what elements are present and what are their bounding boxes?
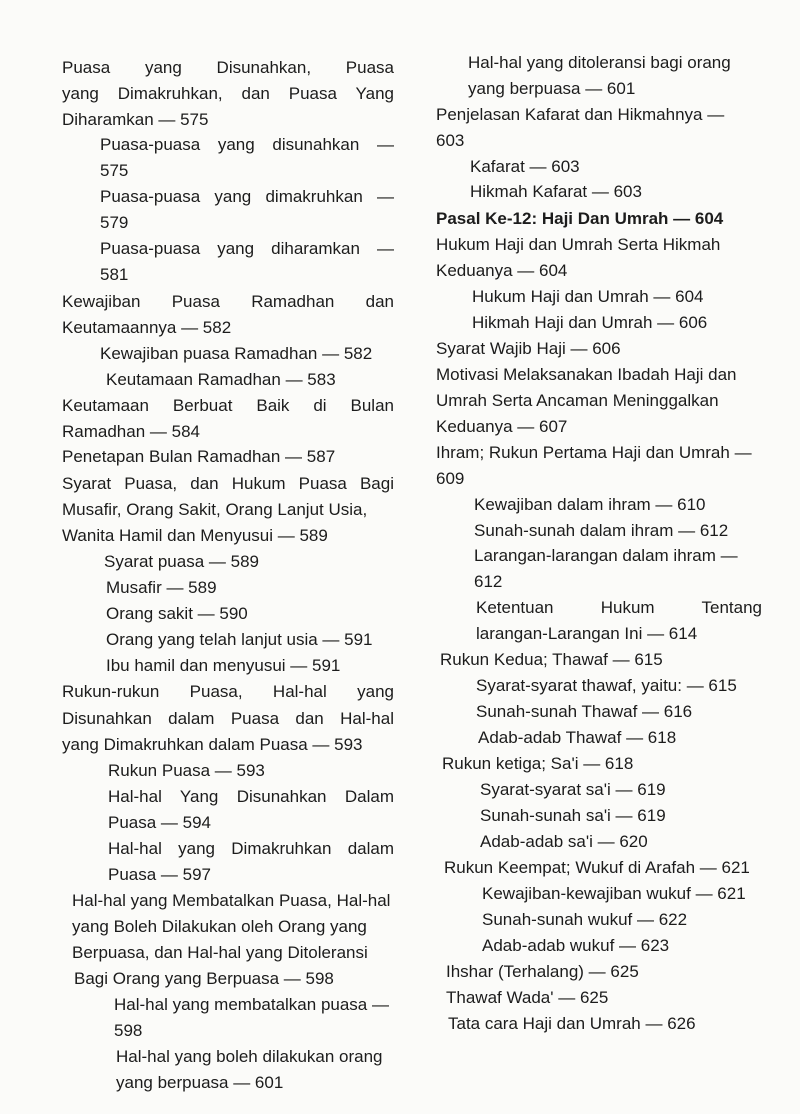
toc-entry: Hal-hal Yang Disunahkan Dalam bbox=[108, 787, 394, 806]
toc-entry: 579 bbox=[100, 213, 129, 232]
toc-entry: Sunah-sunah dalam ihram — 612 bbox=[474, 521, 729, 540]
toc-entry: Thawaf Wada' — 625 bbox=[446, 988, 609, 1007]
toc-entry: Hukum Haji dan Umrah — 604 bbox=[472, 287, 704, 306]
toc-entry: Puasa — 594 bbox=[108, 813, 212, 832]
toc-entry: Umrah Serta Ancaman Meninggalkan bbox=[436, 391, 719, 410]
toc-entry: Larangan-larangan dalam ihram — bbox=[474, 546, 738, 565]
toc-entry: Rukun-rukun Puasa, Hal-hal yang bbox=[62, 682, 394, 701]
toc-entry: Syarat-syarat sa'i — 619 bbox=[480, 780, 666, 799]
toc-entry: Hal-hal yang Dimakruhkan dalam bbox=[108, 839, 394, 858]
toc-entry: Bagi Orang yang Berpuasa — 598 bbox=[74, 969, 334, 988]
toc-entry: Ihram; Rukun Pertama Haji dan Umrah — bbox=[436, 443, 752, 462]
toc-entry: Ketentuan Hukum Tentang bbox=[476, 598, 762, 617]
toc-entry: Hal-hal yang ditoleransi bagi orang bbox=[468, 53, 731, 72]
toc-entry: Kafarat — 603 bbox=[470, 157, 580, 176]
toc-entry: Keduanya — 604 bbox=[436, 261, 568, 280]
toc-entry: Puasa-puasa yang dimakruhkan — bbox=[100, 187, 394, 206]
toc-entry: yang Dimakruhkan dalam Puasa — 593 bbox=[62, 735, 363, 754]
toc-entry: Sunah-sunah wukuf — 622 bbox=[482, 910, 688, 929]
toc-entry: Rukun Keempat; Wukuf di Arafah — 621 bbox=[444, 858, 750, 877]
toc-entry: Berpuasa, dan Hal-hal yang Ditoleransi bbox=[72, 943, 368, 962]
toc-entry: Puasa-puasa yang diharamkan — bbox=[100, 239, 394, 258]
toc-entry: Rukun Kedua; Thawaf — 615 bbox=[440, 650, 663, 669]
toc-entry: Hikmah Haji dan Umrah — 606 bbox=[472, 313, 708, 332]
toc-entry: Puasa — 597 bbox=[108, 865, 212, 884]
toc-entry: Rukun ketiga; Sa'i — 618 bbox=[442, 754, 634, 773]
toc-entry: Orang sakit — 590 bbox=[106, 604, 248, 623]
toc-entry: Musafir, Orang Sakit, Orang Lanjut Usia, bbox=[62, 500, 368, 519]
toc-entry: Sunah-sunah sa'i — 619 bbox=[480, 806, 666, 825]
toc-entry: Hal-hal yang membatalkan puasa — bbox=[114, 995, 389, 1014]
toc-entry: Hal-hal yang boleh dilakukan orang bbox=[116, 1047, 383, 1066]
toc-entry: Penjelasan Kafarat dan Hikmahnya — bbox=[436, 105, 725, 124]
toc-entry: Orang yang telah lanjut usia — 591 bbox=[106, 630, 373, 649]
toc-entry: 598 bbox=[114, 1021, 143, 1040]
toc-entry: yang berpuasa — 601 bbox=[468, 79, 636, 98]
toc-entry: Pasal Ke-12: Haji Dan Umrah — 604 bbox=[436, 209, 724, 228]
toc-entry: Syarat-syarat thawaf, yaitu: — 615 bbox=[476, 676, 737, 695]
toc-entry: Wanita Hamil dan Menyusui — 589 bbox=[62, 526, 328, 545]
toc-entry: Motivasi Melaksanakan Ibadah Haji dan bbox=[436, 365, 737, 384]
toc-entry: 603 bbox=[436, 131, 465, 150]
toc-entry: larangan-Larangan Ini — 614 bbox=[476, 624, 698, 643]
toc-entry: Syarat Wajib Haji — 606 bbox=[436, 339, 621, 358]
toc-entry: Syarat Puasa, dan Hukum Puasa Bagi bbox=[62, 474, 394, 493]
toc-entry: yang Boleh Dilakukan oleh Orang yang bbox=[72, 917, 367, 936]
toc-entry: Kewajiban Puasa Ramadhan dan bbox=[62, 292, 394, 311]
toc-entry: Disunahkan dalam Puasa dan Hal-hal bbox=[62, 709, 394, 728]
toc-entry: Kewajiban-kewajiban wukuf — 621 bbox=[482, 884, 746, 903]
toc-entry: Puasa yang Disunahkan, Puasa bbox=[62, 58, 394, 77]
toc-entry: Tata cara Haji dan Umrah — 626 bbox=[448, 1014, 696, 1033]
toc-entry: Keutamaan Ramadhan — 583 bbox=[106, 370, 336, 389]
toc-entry: Ihshar (Terhalang) — 625 bbox=[446, 962, 639, 981]
toc-entry: Rukun Puasa — 593 bbox=[108, 761, 265, 780]
toc-entry: Hal-hal yang Membatalkan Puasa, Hal-hal bbox=[72, 891, 391, 910]
toc-entry: Diharamkan — 575 bbox=[62, 110, 209, 129]
toc-entry: 609 bbox=[436, 469, 465, 488]
toc-entry: 575 bbox=[100, 161, 129, 180]
toc-entry: Puasa-puasa yang disunahkan — bbox=[100, 135, 394, 154]
toc-entry: Keutamaannya — 582 bbox=[62, 318, 232, 337]
toc-entry: Keduanya — 607 bbox=[436, 417, 568, 436]
toc-entry: 612 bbox=[474, 572, 503, 591]
toc-entry: 581 bbox=[100, 265, 129, 284]
toc-entry: Penetapan Bulan Ramadhan — 587 bbox=[62, 447, 336, 466]
toc-entry: Musafir — 589 bbox=[106, 578, 217, 597]
toc-entry: Keutamaan Berbuat Baik di Bulan bbox=[62, 396, 394, 415]
toc-entry: Adab-adab wukuf — 623 bbox=[482, 936, 670, 955]
toc-entry: Kewajiban puasa Ramadhan — 582 bbox=[100, 344, 373, 363]
toc-entry: Syarat puasa — 589 bbox=[104, 552, 259, 571]
toc-entry: Hikmah Kafarat — 603 bbox=[470, 182, 642, 201]
toc-entry: Kewajiban dalam ihram — 610 bbox=[474, 495, 706, 514]
toc-entry: yang Dimakruhkan, dan Puasa Yang bbox=[62, 84, 394, 103]
toc-entry: Adab-adab Thawaf — 618 bbox=[478, 728, 677, 747]
toc-entry: Adab-adab sa'i — 620 bbox=[480, 832, 648, 851]
toc-entry: Hukum Haji dan Umrah Serta Hikmah bbox=[436, 235, 721, 254]
toc-entry: Sunah-sunah Thawaf — 616 bbox=[476, 702, 693, 721]
toc-entry: Ramadhan — 584 bbox=[62, 422, 200, 441]
toc-entry: yang berpuasa — 601 bbox=[116, 1073, 284, 1092]
toc-entry: Ibu hamil dan menyusui — 591 bbox=[106, 656, 341, 675]
